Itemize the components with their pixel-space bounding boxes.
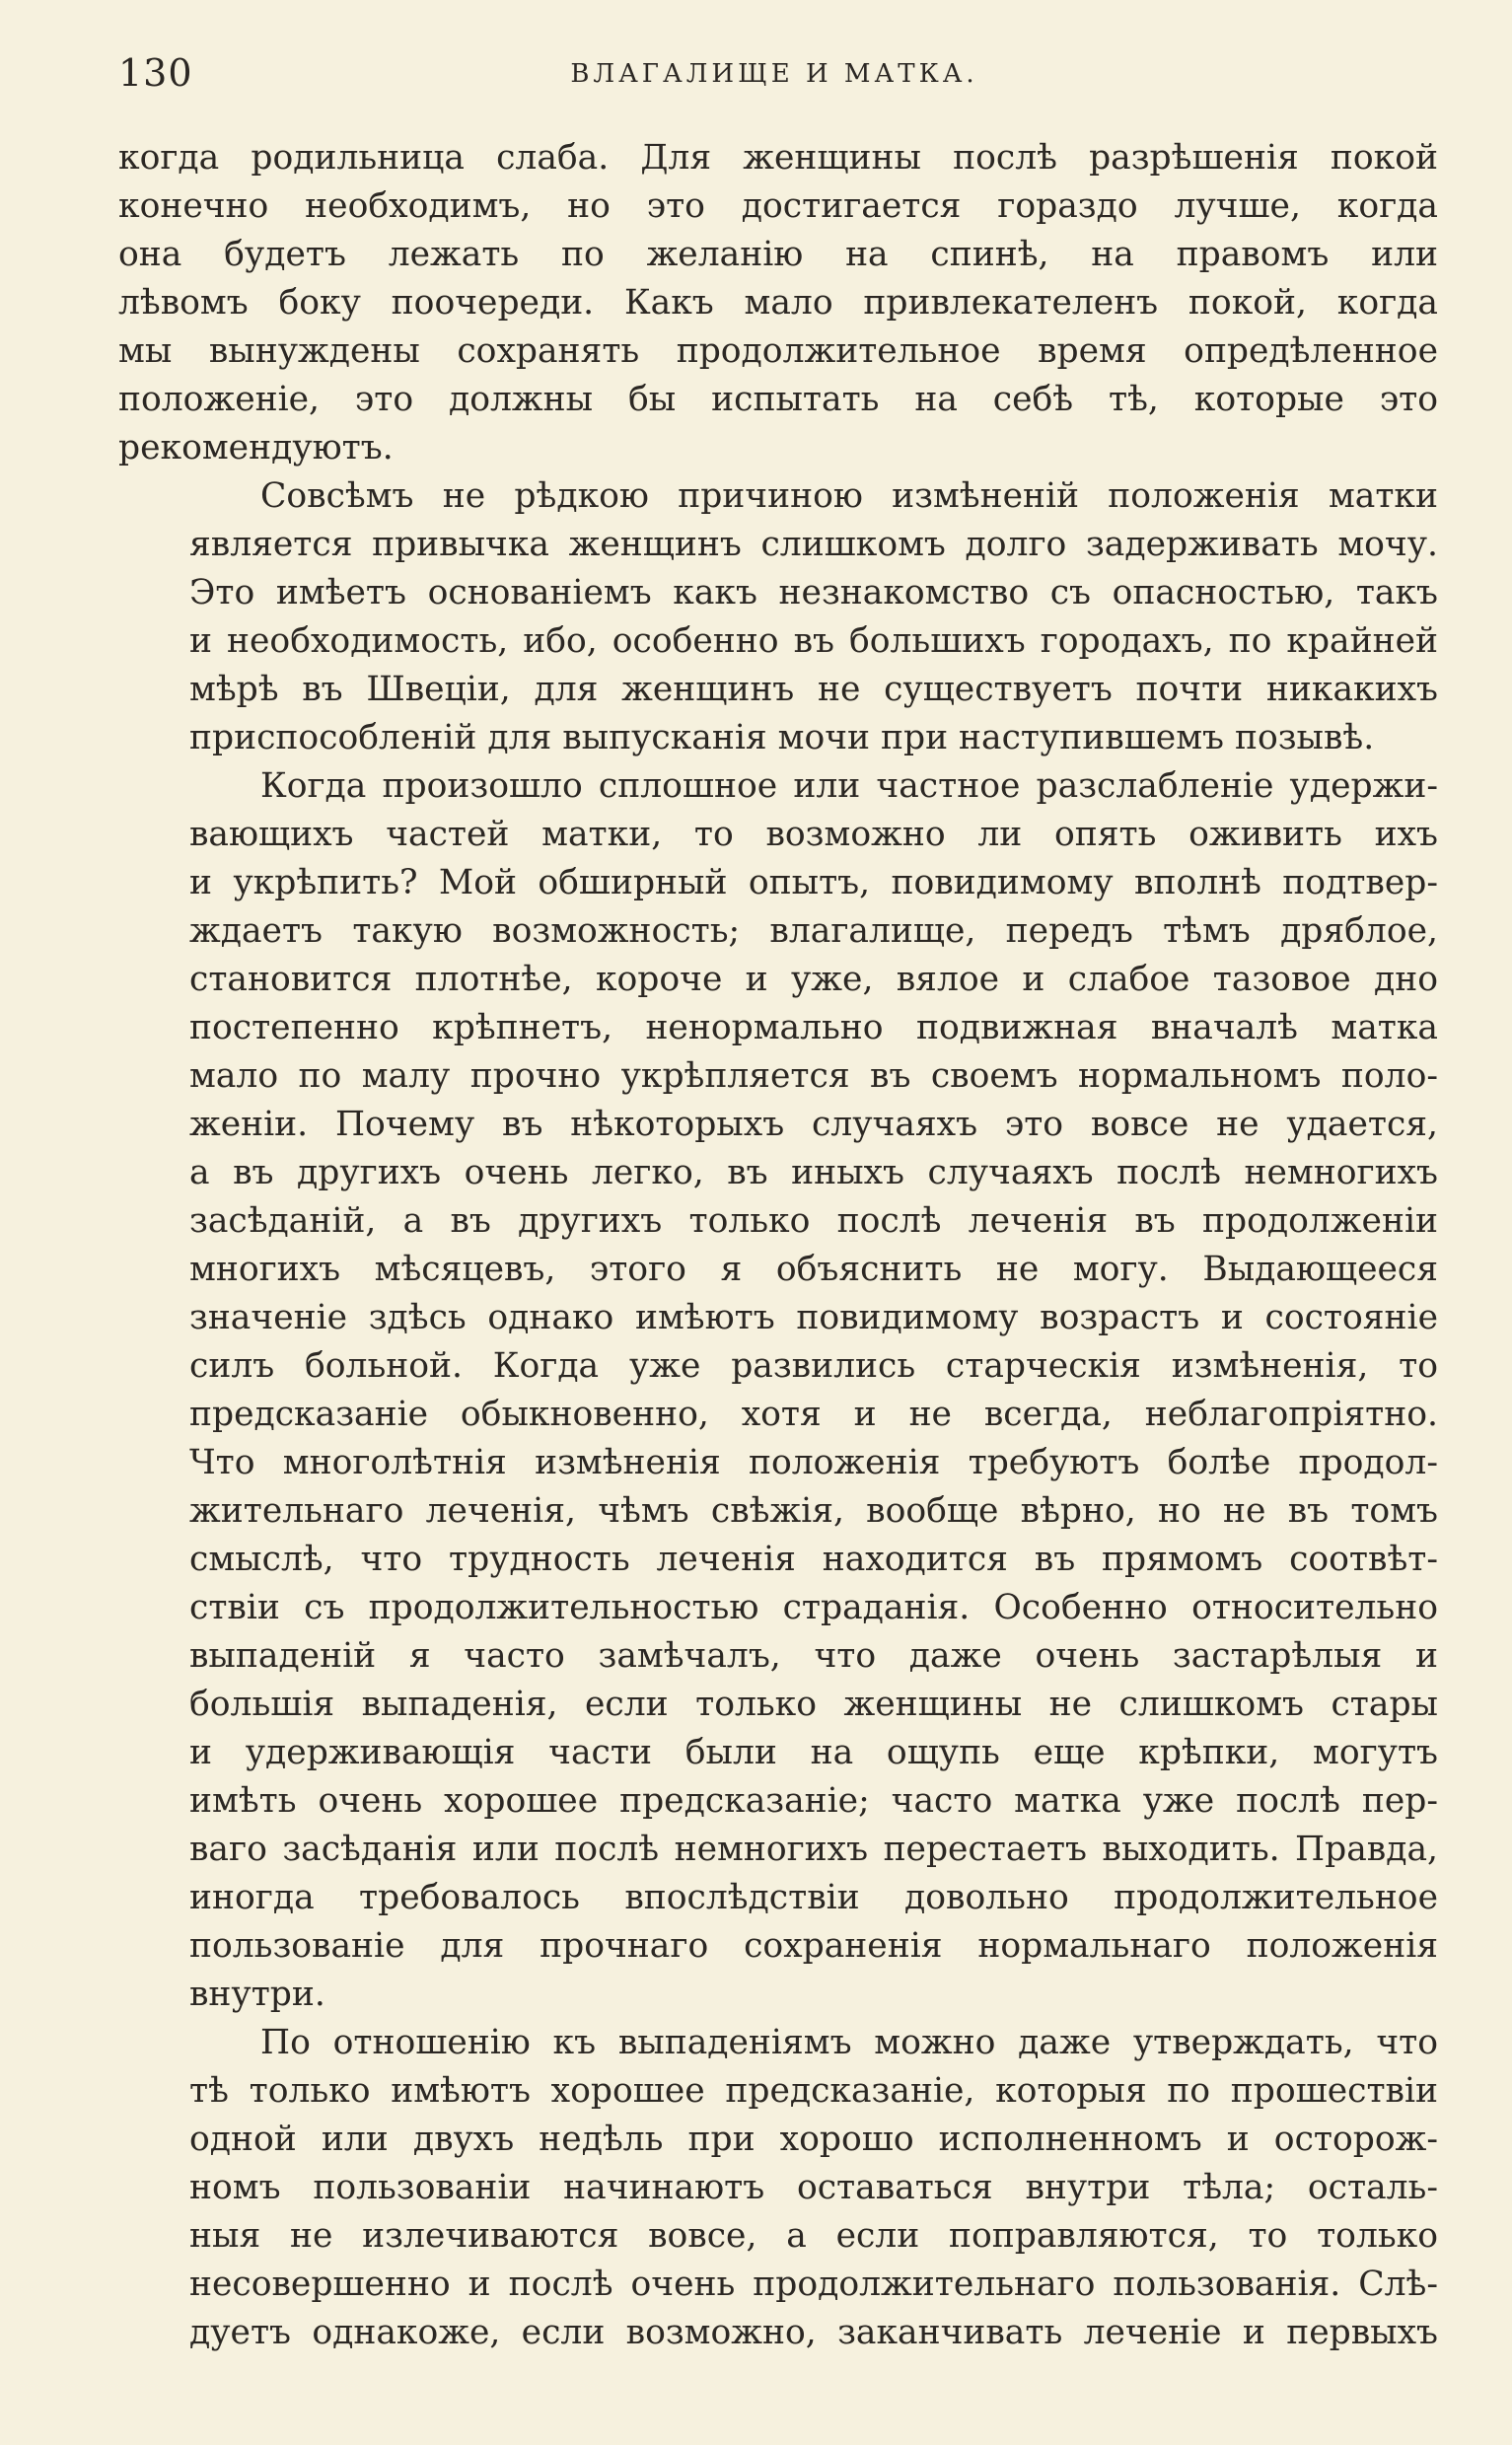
- text-line: предсказаніе обыкновенно, хотя и не всегда, неблагопріятно.: [189, 1395, 1438, 1434]
- text-line: а въ другихъ очень легко, въ иныхъ случаяхъ послѣ немногихъ: [189, 1153, 1438, 1192]
- text-line: имѣть очень хорошее предсказаніе; часто матка уже послѣ пер-: [189, 1781, 1438, 1821]
- text-line: силъ больной. Когда уже развились старческія измѣненія, то: [189, 1346, 1438, 1386]
- text-line: когда родильница слаба. Для женщины послѣ разрѣшенія покой: [118, 138, 1438, 178]
- text-line: смыслѣ, что трудность леченія находится въ прямомъ соотвѣт-: [189, 1540, 1438, 1579]
- text-line: мы вынуждены сохранять продолжительное время опредѣленное: [118, 331, 1438, 371]
- text-line: ныя не излечиваются вовсе, а если поправляются, то только: [189, 2216, 1438, 2256]
- running-title: ВЛАГАЛИЩЕ И МАТКА.: [570, 59, 978, 89]
- text-line: иногда требовалось впослѣдствіи довольно продолжительное: [189, 1878, 1438, 1917]
- text-line: пользованіе для прочнаго сохраненія нормальнаго положенія: [189, 1926, 1438, 1966]
- text-line: женіи. Почему въ нѣкоторыхъ случаяхъ это вовсе не удается,: [189, 1105, 1438, 1144]
- text-line: внутри.: [189, 1975, 325, 2014]
- text-line: является привычка женщинъ слишкомъ долго задерживать мочу.: [189, 525, 1438, 564]
- text-line: вающихъ частей матки, то возможно ли опять оживить ихъ: [189, 815, 1438, 854]
- text-line: большія выпаденія, если только женщины не слишкомъ стары: [189, 1685, 1438, 1724]
- text-line: По отношенію къ выпаденіямъ можно даже утверждать, что: [260, 2023, 1438, 2062]
- text-line: тѣ только имѣютъ хорошее предсказаніе, которыя по прошествіи: [189, 2071, 1438, 2111]
- text-line: выпаденій я часто замѣчалъ, что даже очень застарѣлыя и: [189, 1636, 1438, 1676]
- text-line: Это имѣетъ основаніемъ какъ незнакомство съ опасностью, такъ: [189, 573, 1438, 612]
- page-number: 130: [118, 51, 193, 95]
- text-line: лѣвомъ боку поочереди. Какъ мало привлекателенъ покой, когда: [118, 283, 1438, 323]
- paragraph: [118, 134, 1438, 472]
- text-line: мало по малу прочно укрѣпляется въ своемъ нормальномъ поло-: [189, 1056, 1438, 1096]
- text-line: и удерживающія части были на ощупь еще крѣпки, могутъ: [189, 1733, 1438, 1772]
- text-line: и укрѣпить? Мой обширный опытъ, повидимому вполнѣ подтвер-: [189, 863, 1438, 902]
- text-line: она будетъ лежать по желанію на спинѣ, на правомъ или: [118, 235, 1438, 274]
- text-line: жительнаго леченія, чѣмъ свѣжія, вообще вѣрно, но не въ томъ: [189, 1491, 1438, 1531]
- text-line: Совсѣмъ не рѣдкою причиною измѣненій положенія матки: [260, 476, 1438, 516]
- text-line: конечно необходимъ, но это достигается гораздо лучше, когда: [118, 186, 1438, 226]
- text-line: ваго засѣданія или послѣ немногихъ перестаетъ выходить. Правда,: [189, 1830, 1438, 1869]
- text-line: и необходимость, ибо, особенно въ большихъ городахъ, по крайней: [189, 621, 1438, 661]
- text-line: Что многолѣтнія измѣненія положенія требуютъ болѣе продол-: [189, 1443, 1438, 1482]
- text-line: ждаетъ такую возможность; влагалище, передъ тѣмъ дряблое,: [189, 911, 1438, 951]
- text-line: становится плотнѣе, короче и уже, вялое и слабое тазовое дно: [189, 960, 1438, 999]
- text-line: мѣрѣ въ Швеціи, для женщинъ не существуетъ почти никакихъ: [189, 670, 1438, 709]
- text-line: Когда произошло сплошное или частное разслабленіе удержи-: [260, 766, 1438, 806]
- text-line: значеніе здѣсь однако имѣютъ повидимому возрастъ и состояніе: [189, 1298, 1438, 1337]
- paragraph: [118, 2019, 1438, 2357]
- paragraph: [118, 472, 1438, 762]
- text-line: многихъ мѣсяцевъ, этого я объяснить не могу. Выдающееся: [189, 1250, 1438, 1289]
- body-text: [118, 134, 1438, 2357]
- text-line: приспособленій для выпусканія мочи при наступившемъ позывѣ.: [189, 718, 1375, 757]
- text-line: дуетъ однакоже, если возможно, заканчивать леченіе и первыхъ: [189, 2313, 1438, 2352]
- text-line: несовершенно и послѣ очень продолжительнаго пользованія. Слѣ-: [189, 2265, 1438, 2304]
- text-line: номъ пользованіи начинаютъ оставаться внутри тѣла; осталь-: [189, 2168, 1438, 2207]
- paragraph: [118, 762, 1438, 2019]
- text-line: рекомендуютъ.: [118, 428, 394, 467]
- text-line: постепенно крѣпнетъ, ненормально подвижная вначалѣ матка: [189, 1008, 1438, 1047]
- text-line: ствіи съ продолжительностью страданія. Особенно относительно: [189, 1588, 1438, 1627]
- text-line: одной или двухъ недѣль при хорошо исполненномъ и осторож-: [189, 2120, 1438, 2159]
- page-header: [118, 51, 1430, 110]
- text-line: положеніе, это должны бы испытать на себѣ тѣ, которые это: [118, 380, 1438, 419]
- text-line: засѣданій, а въ другихъ только послѣ леченія въ продолженіи: [189, 1201, 1438, 1241]
